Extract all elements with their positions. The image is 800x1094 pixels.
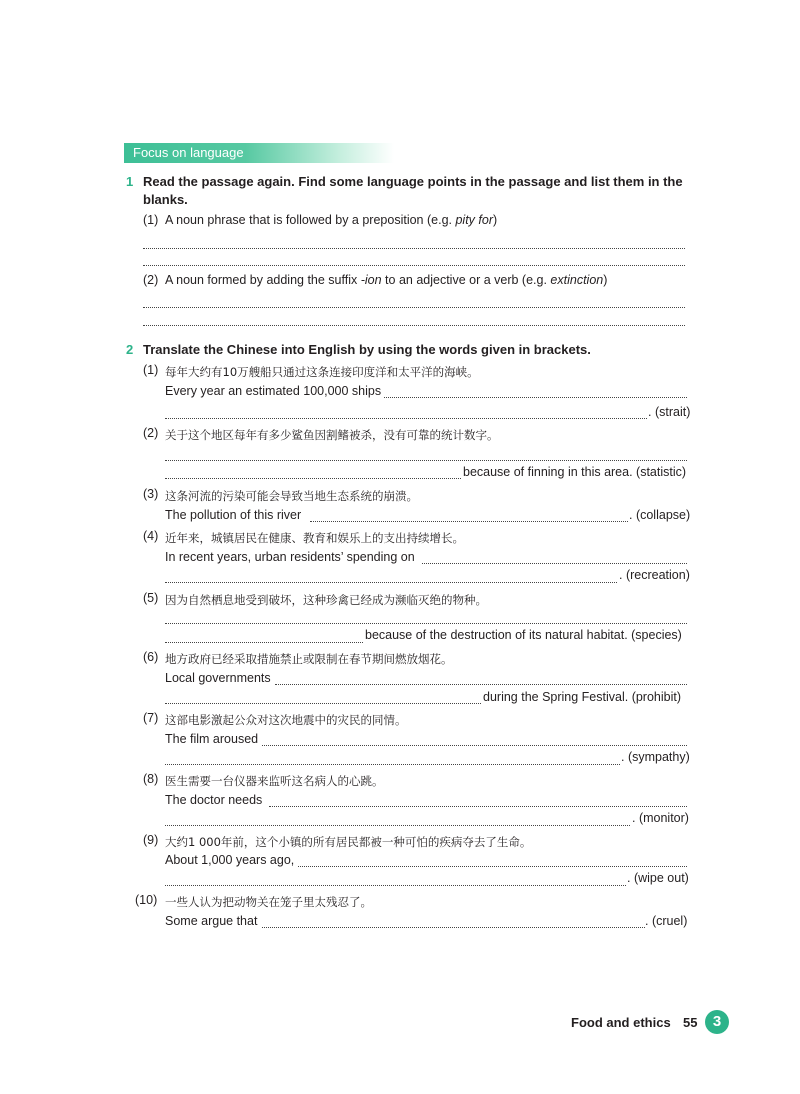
english-start: Every year an estimated 100,000 ships	[165, 384, 382, 398]
section-banner	[124, 143, 394, 163]
answer-line[interactable]	[143, 307, 685, 308]
chinese-sentence: 因为自然栖息地受到破坏，这种珍禽已经成为濒临灭绝的物种。	[165, 593, 487, 607]
english-end: during the Spring Festival. (prohibit)	[483, 690, 682, 704]
item-prompt: A noun phrase that is followed by a preposition (e.g. pity for)	[165, 213, 498, 227]
question-instruction-line1: Read the passage again. Find some language points in the passage and list them in the	[143, 174, 683, 189]
section-title: Focus on language	[133, 145, 244, 160]
english-start: The film aroused	[165, 732, 259, 746]
english-start: Local governments	[165, 671, 271, 685]
english-end: . (cruel)	[645, 914, 688, 928]
answer-line[interactable]	[143, 248, 685, 249]
english-end: . (strait)	[648, 405, 691, 419]
english-start: About 1,000 years ago,	[165, 853, 295, 867]
answer-line[interactable]	[269, 806, 687, 807]
answer-line[interactable]	[275, 684, 687, 685]
item-number: (5)	[143, 591, 159, 605]
unit-badge: 3	[705, 1010, 729, 1034]
english-end: because of the destruction of its natural habitat. (species)	[365, 628, 682, 642]
chinese-sentence: 医生需要一台仪器来监听这名病人的心跳。	[165, 774, 384, 788]
item-number: (2)	[143, 273, 159, 287]
item-number: (7)	[143, 711, 159, 725]
item-number: (2)	[143, 426, 159, 440]
question-instruction: Translate the Chinese into English by using the words given in brackets.	[143, 342, 591, 357]
chinese-sentence: 地方政府已经采取措施禁止或限制在春节期间燃放烟花。	[165, 652, 453, 666]
english-end: . (sympathy)	[621, 750, 690, 764]
answer-line[interactable]	[143, 265, 685, 266]
item-number: (10)	[135, 893, 158, 907]
answer-line[interactable]	[165, 460, 687, 461]
question-number: 1	[126, 174, 134, 189]
answer-line[interactable]	[165, 885, 626, 886]
answer-line[interactable]	[165, 623, 687, 624]
english-end: . (collapse)	[629, 508, 691, 522]
chinese-sentence: 这部电影激起公众对这次地震中的灾民的同情。	[165, 713, 407, 727]
page-number: 55	[683, 1015, 698, 1030]
english-end: . (recreation)	[619, 568, 690, 582]
answer-line[interactable]	[165, 478, 461, 479]
answer-line[interactable]	[384, 397, 687, 398]
english-end: . (monitor)	[632, 811, 689, 825]
answer-line[interactable]	[298, 866, 687, 867]
answer-line[interactable]	[165, 764, 620, 765]
question-number: 2	[126, 342, 134, 357]
english-start: Some argue that	[165, 914, 258, 928]
answer-line[interactable]	[165, 825, 630, 826]
answer-line[interactable]	[165, 418, 647, 419]
item-number: (4)	[143, 529, 159, 543]
chinese-sentence: 每年大约有10万艘船只通过这条连接印度洋和太平洋的海峡。	[165, 365, 479, 379]
item-number: (8)	[143, 772, 159, 786]
chinese-sentence: 这条河流的污染可能会导致当地生态系统的崩溃。	[165, 489, 418, 503]
answer-line[interactable]	[422, 563, 687, 564]
item-number: (9)	[143, 833, 159, 847]
answer-line[interactable]	[165, 582, 617, 583]
answer-line[interactable]	[165, 703, 481, 704]
item-number: (1)	[143, 363, 159, 377]
answer-line[interactable]	[262, 927, 645, 928]
chinese-sentence: 一些人认为把动物关在笼子里太残忍了。	[165, 895, 372, 909]
item-number: (3)	[143, 487, 159, 501]
answer-line[interactable]	[143, 325, 685, 326]
english-start: In recent years, urban residents’ spending on	[165, 550, 415, 564]
footer-unit-title: Food and ethics	[571, 1015, 671, 1030]
chinese-sentence: 大约1 000年前，这个小镇的所有居民都被一种可怕的疾病夺去了生命。	[165, 835, 532, 849]
answer-line[interactable]	[262, 745, 687, 746]
english-start: The doctor needs	[165, 793, 263, 807]
answer-line[interactable]	[310, 521, 628, 522]
english-end: . (wipe out)	[627, 871, 689, 885]
answer-line[interactable]	[165, 642, 363, 643]
question-instruction-line2: blanks.	[143, 192, 188, 207]
english-end: because of finning in this area. (statistic)	[463, 465, 687, 479]
item-number: (6)	[143, 650, 159, 664]
chinese-sentence: 关于这个地区每年有多少鲨鱼因割鳍被杀，没有可靠的统计数字。	[165, 428, 499, 442]
chinese-sentence: 近年来，城镇居民在健康、教育和娱乐上的支出持续增长。	[165, 531, 464, 545]
item-number: (1)	[143, 213, 159, 227]
english-start: The pollution of this river	[165, 508, 302, 522]
item-prompt: A noun formed by adding the suffix -ion to an adjective or a verb (e.g. extinction)	[165, 273, 608, 287]
